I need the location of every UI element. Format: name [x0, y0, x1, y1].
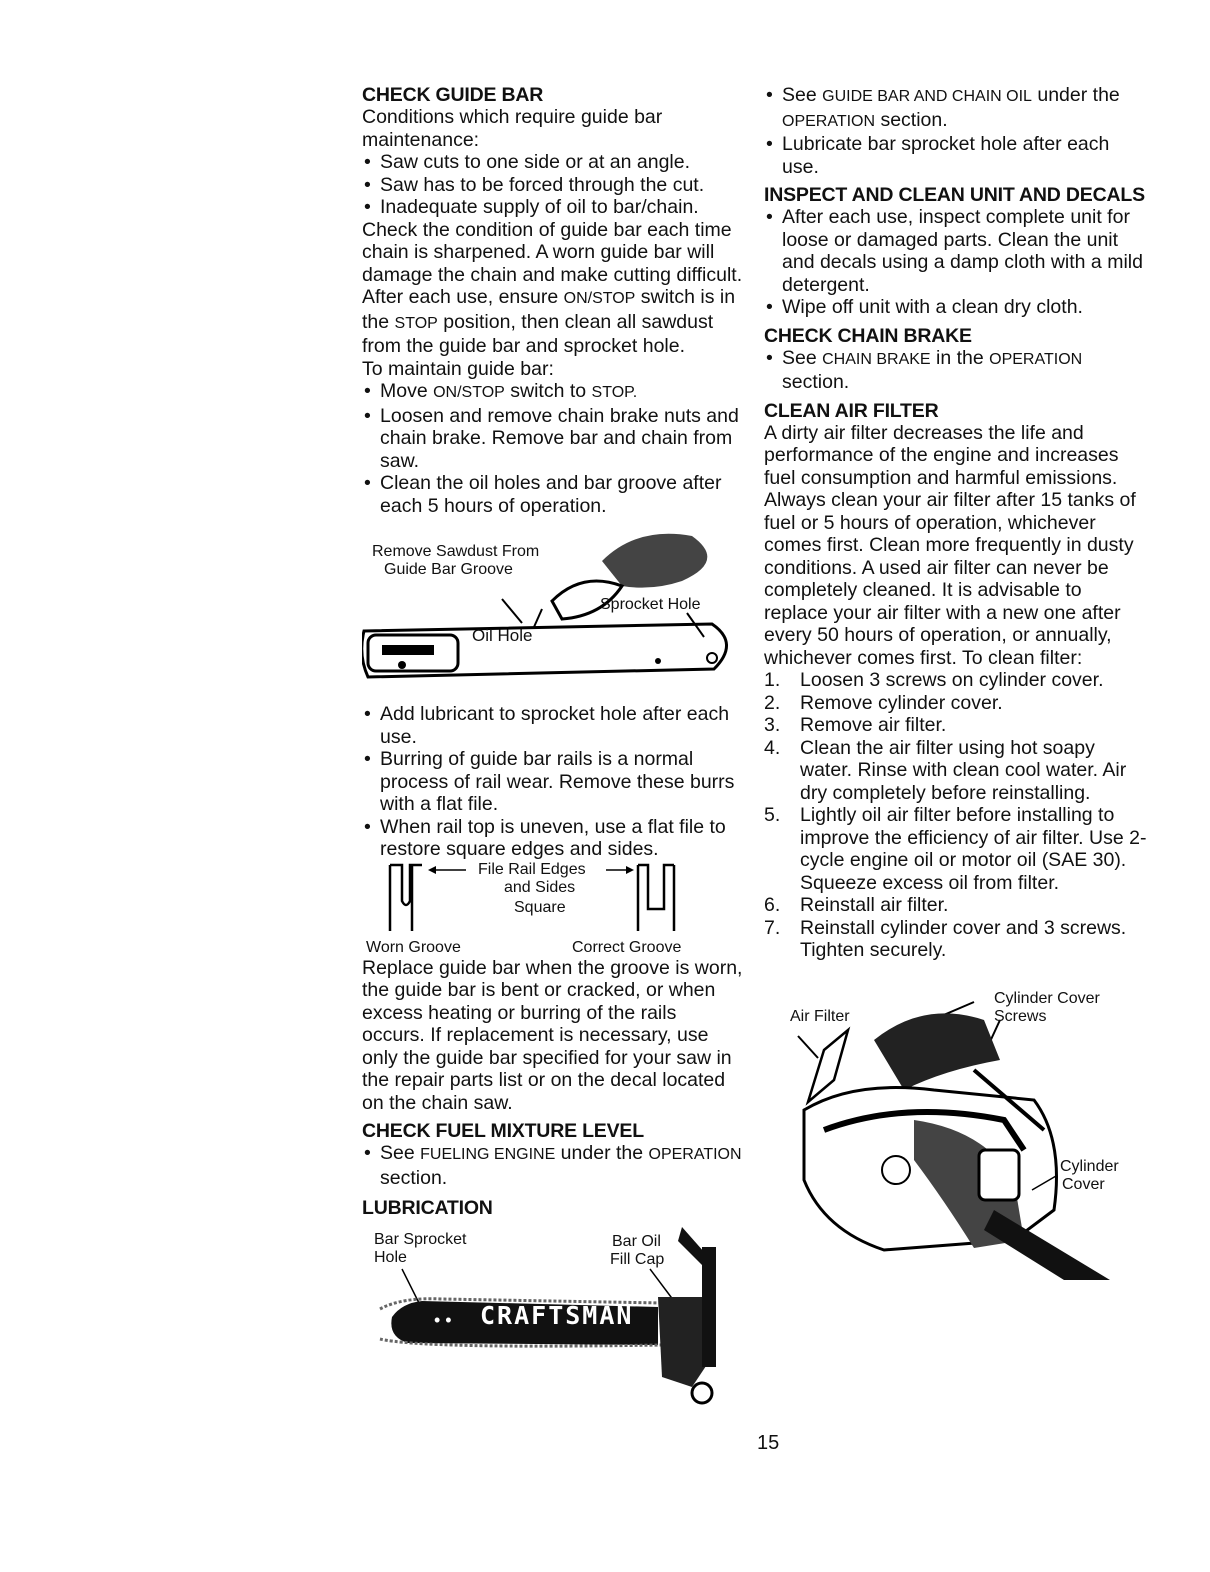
fuel-item: • See FUELING ENGINE under the OPERATION section. — [362, 1142, 744, 1189]
air-filter-step: 6. Reinstall air filter. — [764, 894, 949, 916]
label-fill-cap: Fill Cap — [610, 1251, 665, 1268]
air-filter-step: 2. Remove cylinder cover. — [764, 691, 1003, 714]
right-column — [764, 84, 1150, 1280]
guide-bar-intro: Conditions which require guide bar maintenance: — [362, 106, 663, 151]
label-cover: Cover — [1062, 1175, 1105, 1193]
fuel-bullets — [362, 1142, 744, 1189]
label-correct-groove: Correct Groove — [572, 938, 682, 956]
replace-guide-bar-text: Replace guide bar when the groove is worn, the guide bar is bent or cracked, or when excess heating or burring of the rails occurs. If replacement is necessary, use only the guide bar specified for your saw in the repair parts list or on the decal located on the chain saw. — [362, 956, 743, 1114]
inspect-bullets — [764, 206, 1150, 319]
air-filter-step: 3. Remove air filter. — [764, 714, 947, 736]
more-steps — [362, 703, 744, 861]
air-filter-step: 5. Lightly oil air filter before installing to improve the efficiency of air filter. Use 2-cycle engine oil or motor oil (SAE 30). Squeeze excess oil from filter. — [764, 804, 1147, 894]
maintain-intro: To maintain guide bar: — [362, 357, 554, 380]
inspect-item: • After each use, inspect complete unit for loose or damaged parts. Clean the unit and decals using a damp cloth with a mild detergent. — [764, 206, 1150, 296]
clean-air-filter-heading: CLEAN AIR FILTER — [764, 399, 939, 422]
maintain-step: • Loosen and remove chain brake nuts and chain brake. Remove bar and chain from saw. — [362, 405, 744, 473]
condition-item: • Inadequate supply of oil to bar/chain. — [362, 196, 744, 219]
air-filter-step: 4. Clean the air filter using hot soapy water. Rinse with clean cool water. Air dry completely before reinstalling. — [764, 736, 1127, 804]
guide-bar-conditions — [362, 151, 744, 219]
chain-brake-item: • See CHAIN BRAKE in the OPERATION section. — [764, 347, 1150, 394]
label-remove-sawdust: Remove Sawdust From — [372, 543, 540, 560]
chain-brake-bullets — [764, 347, 1150, 394]
label-file-rail-edges: File Rail Edges — [478, 860, 586, 878]
label-cylinder-cover-screws-1: Cylinder Cover — [994, 989, 1100, 1007]
craftsman-logo: CRAFTSMAN — [480, 1301, 634, 1330]
label-and-sides: and Sides — [504, 878, 576, 896]
lube-item: • Lubricate bar sprocket hole after each use. — [764, 133, 1150, 178]
air-filter-intro: A dirty air filter decreases the life and performance of the engine and increases fuel consumption and harmful emissions. Always clean your air filter after 15 tanks of fuel or 5 hours of operation, whichever comes first. Clean more frequently in dusty conditions. A used air filter can never be completely cleaned. It is advisable to replace your air filter with a new one after every 50 hours of operation, or annually, whichever comes first. To clean filter: — [764, 421, 1136, 669]
label-air-filter: Air Filter — [790, 1007, 850, 1025]
label-sprocket-hole: Sprocket Hole — [600, 596, 701, 613]
inspect-item: • Wipe off unit with a clean dry cloth. — [764, 296, 1150, 319]
after-use-text: After each use, ensure ON/STOP switch is in the STOP position, then clean all sawdust from the guide bar and sprocket hole. — [362, 286, 736, 357]
lubrication-figure — [362, 1227, 744, 1417]
condition-item: • Saw cuts to one side or at an angle. — [362, 151, 744, 174]
step-item: • Burring of guide bar rails is a normal process of rail wear. Remove these burrs with a flat file. — [362, 748, 744, 816]
label-bar-sprocket: Bar Sprocket — [374, 1231, 467, 1248]
dots-icon: • • — [434, 1310, 452, 1330]
check-condition-text: Check the condition of guide bar each time chain is sharpened. A worn guide bar will damage the chain and make cutting difficult. — [362, 218, 743, 286]
air-filter-steps — [764, 669, 1150, 962]
maintain-step: • Clean the oil holes and bar groove after each 5 hours of operation. — [362, 472, 744, 517]
groove-figure — [362, 861, 744, 957]
lubrication-bullets — [764, 84, 1150, 178]
label-cylinder: Cylinder — [1060, 1157, 1119, 1175]
label-guide-bar-groove: Guide Bar Groove — [384, 561, 513, 578]
step-item: • Add lubricant to sprocket hole after each use. — [362, 703, 744, 748]
guide-bar-figure — [362, 531, 744, 701]
page-number: 15 — [757, 1432, 780, 1454]
air-filter-step: 1. Loosen 3 screws on cylinder cover. — [764, 669, 1104, 691]
check-guide-bar-heading: CHECK GUIDE BAR — [362, 84, 544, 106]
label-worn-groove: Worn Groove — [366, 938, 461, 956]
label-bar-oil: Bar Oil — [612, 1233, 661, 1250]
label-oil-hole: Oil Hole — [472, 626, 533, 645]
inspect-clean-heading: INSPECT AND CLEAN UNIT AND DECALS — [764, 184, 1145, 206]
label-cylinder-cover-screws-2: Screws — [994, 1007, 1047, 1025]
air-filter-step: 7. Reinstall cylinder cover and 3 screws. Tighten securely. — [764, 916, 1127, 961]
label-square: Square — [514, 898, 566, 916]
maintain-steps — [362, 380, 744, 517]
lubrication-heading: LUBRICATION — [362, 1197, 493, 1219]
air-filter-figure — [764, 980, 1150, 1280]
label-hole: Hole — [374, 1249, 407, 1266]
lube-item: • See GUIDE BAR AND CHAIN OIL under the OPERATION section. — [764, 84, 1150, 133]
check-fuel-heading: CHECK FUEL MIXTURE LEVEL — [362, 1120, 644, 1142]
step-item: • When rail top is uneven, use a flat file to restore square edges and sides. — [362, 816, 744, 861]
condition-item: • Saw has to be forced through the cut. — [362, 174, 744, 197]
left-column — [362, 84, 744, 1417]
check-chain-brake-heading: CHECK CHAIN BRAKE — [764, 324, 972, 347]
maintain-step: • Move ON/STOP switch to STOP. — [362, 380, 744, 405]
